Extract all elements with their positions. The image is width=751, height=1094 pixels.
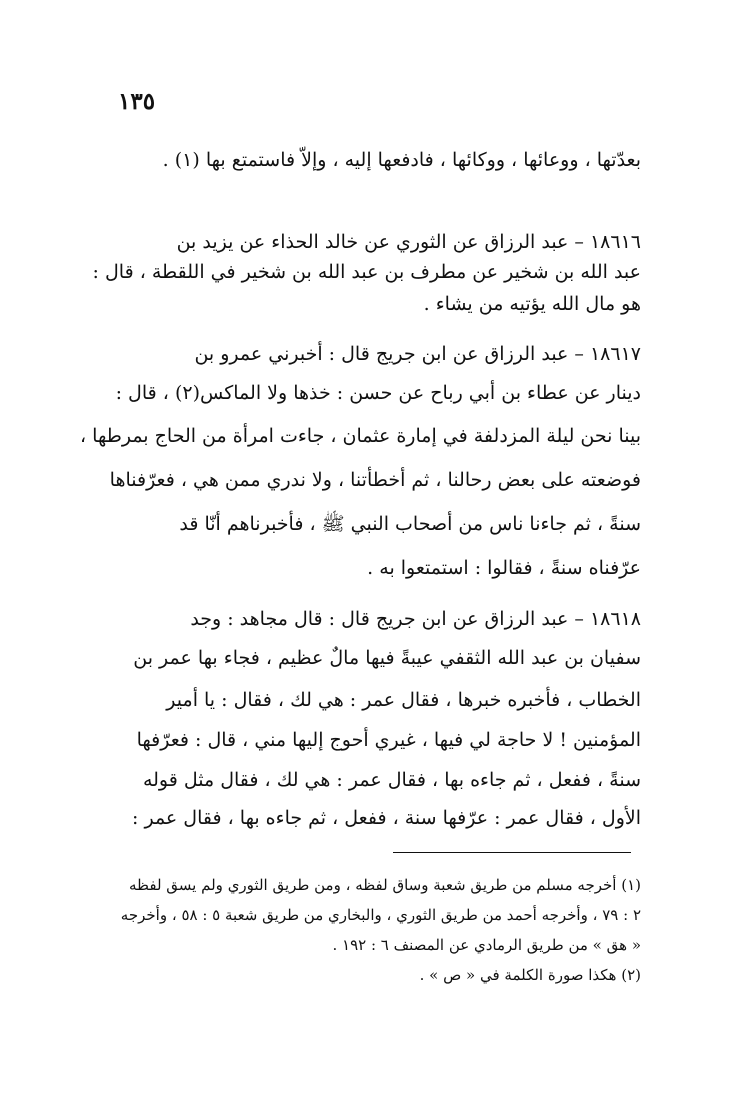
text-line: عرّفناه سنةً ، فقالوا : استمتعوا به . bbox=[367, 557, 641, 579]
text-line: عبد الله بن شخير عن مطرف بن عبد الله بن شخير في اللقطة ، قال : bbox=[92, 261, 641, 283]
footnote-divider bbox=[393, 852, 631, 853]
text-line: دينار عن عطاء بن أبي رباح عن حسن : خذها ولا الماكس(٢) ، قال : bbox=[115, 382, 641, 404]
text-line: ١٨٦١٦ – عبد الرزاق عن الثوري عن خالد الحذاء عن يزيد بن bbox=[176, 231, 641, 253]
footnote-text: « هق » من طريق الرمادي عن المصنف ٦ : ١٩٢ . bbox=[332, 936, 641, 954]
text-line: هو مال الله يؤتيه من يشاء . bbox=[423, 293, 641, 315]
footnote-text: (١) أخرجه مسلم من طريق شعبة وساق لفظه ، ومن طريق الثوري ولم يسق لفظه bbox=[129, 876, 641, 894]
footnote-text: (٢) هكذا صورة الكلمة في « ص » . bbox=[419, 966, 641, 984]
text-line: سفيان بن عبد الله الثقفي عيبةً فيها مالٌ عظيم ، فجاء بها عمر بن bbox=[133, 647, 641, 669]
text-line: ١٨٦١٧ – عبد الرزاق عن ابن جريج قال : أخبرني عمرو بن bbox=[194, 343, 641, 365]
text-line: فوضعته على بعض رحالنا ، ثم أخطأتنا ، ولا ندري ممن هي ، فعرّفناها bbox=[109, 469, 641, 491]
text-line: سنةً ، ففعل ، ثم جاءه بها ، فقال عمر : هي لك ، فقال مثل قوله bbox=[142, 769, 641, 791]
text-line: ١٨٦١٨ – عبد الرزاق عن ابن جريج قال : قال مجاهد : وجد bbox=[190, 608, 641, 630]
text-line: سنةً ، ثم جاءنا ناس من أصحاب النبي ﷺ ، فأخبرناهم أنّا قد bbox=[179, 513, 641, 535]
text-line: المؤمنين ! لا حاجة لي فيها ، غيري أحوج إليها مني ، قال : فعرّفها bbox=[136, 729, 641, 751]
footnote-text: ٢ : ٧٩ ، وأخرجه أحمد من طريق الثوري ، والبخاري من طريق شعبة ٥ : ٥٨ ، وأخرجه bbox=[120, 906, 641, 924]
text-line: الخطاب ، فأخبره خبرها ، فقال عمر : هي لك ، فقال : يا أمير bbox=[166, 689, 641, 711]
text-line: بينا نحن ليلة المزدلفة في إمارة عثمان ، جاءت امرأة من الحاج بمرطها ، bbox=[80, 425, 641, 447]
text-line: بعدّتها ، ووعائها ، ووكائها ، فادفعها إليه ، وإلاّ فاستمتع بها (١) . bbox=[162, 149, 641, 171]
text-line: الأول ، فقال عمر : عرّفها سنة ، ففعل ، ثم جاءه بها ، فقال عمر : bbox=[132, 807, 641, 829]
page-number: ١٣٥ bbox=[118, 88, 156, 115]
